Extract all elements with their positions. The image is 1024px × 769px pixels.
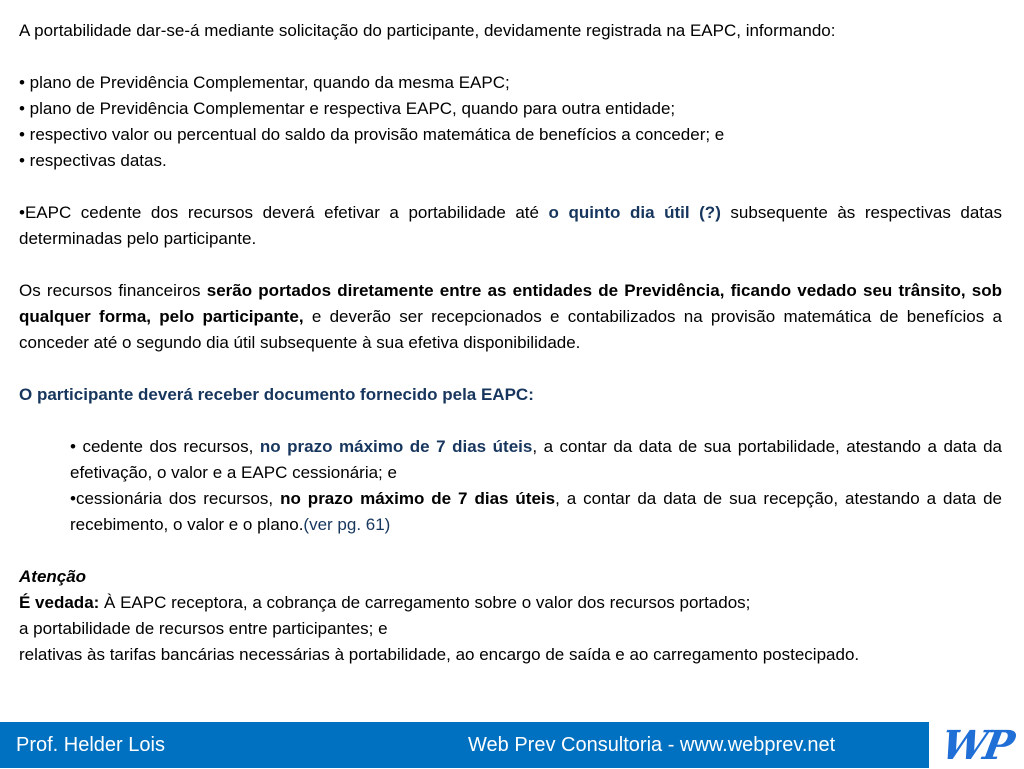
vedada-line-2: a portabilidade de recursos entre participantes; e — [19, 619, 388, 638]
recursos-paragraph — [19, 278, 1002, 356]
info-item-4: • respectivas datas. — [19, 151, 167, 170]
recursos-pre: Os recursos financeiros — [19, 281, 207, 300]
cedente-pre: •EAPC cedente dos recursos deverá efetivar a portabilidade até — [19, 203, 549, 222]
vedada-label: É vedada: — [19, 593, 100, 612]
wp-logo-text: WP — [937, 721, 1016, 769]
page-reference-link[interactable]: (ver pg. 61) — [303, 515, 391, 534]
vedada-text: À EAPC receptora, a cobrança de carregamento sobre o valor dos recursos portados; — [99, 593, 751, 612]
slide-content — [19, 18, 1002, 668]
info-item-2: • plano de Previdência Complementar e respectiva EAPC, quando para outra entidade; — [19, 99, 676, 118]
atencao-title-text: Atenção — [19, 567, 87, 586]
documento-item-2-pre: •cessionária dos recursos, — [70, 489, 281, 508]
vedada-line-3: relativas às tarifas bancárias necessárias à portabilidade, ao encargo de saída e ao carregamento postecipado. — [19, 645, 860, 664]
footer-bar — [0, 722, 1024, 768]
cedente-highlight: o quinto dia útil (?) — [548, 203, 721, 222]
intro-text: A portabilidade dar-se-á mediante solicitação do participante, devidamente registrada na EAPC, informando: — [19, 21, 836, 40]
cedente-paragraph — [19, 200, 1002, 252]
footer-author: Prof. Helder Lois — [16, 734, 165, 756]
documento-item-1 — [19, 434, 1002, 486]
info-item-3: • respectivo valor ou percentual do saldo da provisão matemática de benefícios a conceder; e — [19, 125, 725, 144]
recursos-bold: serão portados diretamente entre as entidades de Previdência, ficando vedado seu trânsito, sob qualquer forma, pelo participante, — [19, 281, 1002, 326]
footer-company: Web Prev Consultoria - www.webprev.net — [468, 734, 836, 756]
recursos-post: e deverão ser recepcionados e contabilizados na provisão matemática de benefícios a conceder até o segundo dia útil subsequente à sua efetiva disponibilidade. — [19, 307, 1002, 352]
documento-item-2-bold: no prazo máximo de 7 dias úteis — [280, 489, 556, 508]
cedente-post: subsequente às respectivas datas determinadas pelo participante. — [19, 203, 1002, 248]
documento-item-1-pre: • cedente dos recursos, — [70, 437, 260, 456]
documento-item-1-post: , a contar da data de sua portabilidade, atestando a data da efetivação, o valor e a EAPC cessionária; e — [70, 437, 1002, 482]
wp-logo — [927, 722, 1024, 768]
info-item-1: • plano de Previdência Complementar, quando da mesma EAPC; — [19, 73, 510, 92]
atencao-title — [19, 564, 1002, 590]
documento-item-2-post: , a contar da data de sua recepção, atestando a data de recebimento, o valor e o plano. — [70, 489, 1002, 534]
vedada-line — [19, 590, 1002, 616]
documento-item-1-bold: no prazo máximo de 7 dias úteis — [259, 437, 533, 456]
documento-heading: O participante deverá receber documento fornecido pela EAPC: — [19, 385, 534, 404]
documento-item-2 — [19, 486, 1002, 538]
